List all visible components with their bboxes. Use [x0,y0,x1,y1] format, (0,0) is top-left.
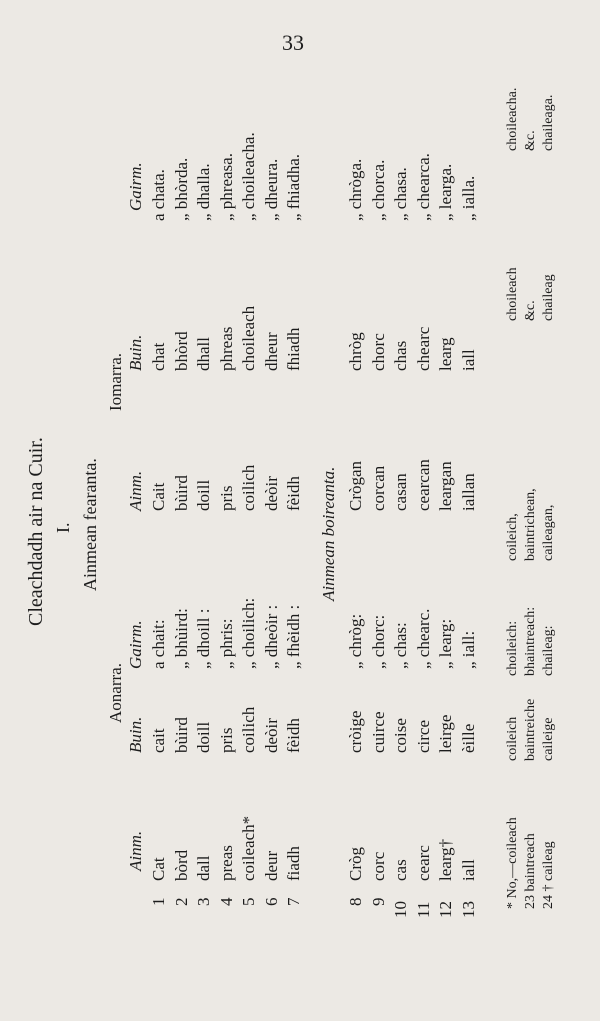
fem_rows-cell-gairm: „ learg: [436,618,455,669]
feminine-heading: Ainmean boireanta. [319,466,338,601]
footnote-cell-label: * No,—coileach [505,817,520,909]
fem_rows-cell-ainm: corc [368,851,388,881]
masc_rows-cell-n: 1 [149,897,168,906]
fem_rows-cell-buin2: chas [391,340,410,371]
footnote-cell-c4: chaileag [541,274,556,321]
fem_rows-cell-gairm2: „ ialla. [458,175,478,221]
masc_rows-cell-n: 6 [261,897,281,906]
masc_rows-cell-buin: deòir [261,718,281,753]
masc_rows-cell-gairm2: „ dheura. [261,158,281,221]
fem_rows-cell-gairm2: „ chròga. [346,158,365,221]
masc_rows-cell-buin2: fhiadh [284,327,303,371]
masc_rows-cell-gairm: „ dhoill : [194,608,213,669]
masc_rows-cell-buin2: bhòrd [171,331,191,371]
footnote-cell-c3: baintrichean, [523,488,538,561]
fem_rows-cell-buin: cròige [346,710,365,753]
footnote-cell-c5: choileacha. [505,87,520,151]
fem_rows-cell-ainm2: Crògan [346,460,365,511]
fem_rows-cell-gairm2: „ chasa. [391,167,410,221]
fem_rows-cell-buin2: learg [436,337,455,371]
masc_rows-cell-buin: fèidh [284,718,303,753]
masc_rows-cell-n: 3 [194,897,213,906]
masc_rows-cell-buin: cait [149,728,168,753]
fem_rows-cell-n: 11 [413,901,433,918]
masc_rows-cell-ainm: deur [261,850,281,881]
masc_rows-cell-ainm: dall [194,855,213,881]
fem_rows-cell-n: 9 [368,897,388,906]
masc_rows-cell-ainm: bòrd [171,849,191,881]
masc_rows-cell-ainm2: bùird [171,475,191,511]
masc_rows-cell-gairm2: „ dhalla. [194,163,213,221]
masc_rows-cell-buin: bùird [171,717,191,753]
header-ainm2: Ainm. [126,470,145,511]
masc_rows-cell-buin2: phreas [216,326,236,371]
footnote-cell-c3: coileich, [505,513,520,561]
masc_rows-cell-ainm: preas [216,845,236,881]
group-plural: Iomarra. [106,352,125,411]
fem_rows-cell-ainm2: iallan [458,473,478,511]
masc_rows-cell-buin2: chat [149,342,168,371]
fem_rows-cell-gairm: „ chorc: [368,614,388,669]
masc_rows-cell-gairm2: „ phreasa. [216,153,236,221]
group-singular: Aonarra. [106,663,125,723]
masc_rows-cell-n: 7 [284,897,303,906]
masc_rows-cell-gairm2: „ bhòrda. [171,157,191,221]
section-number: I. [53,522,73,533]
fem_rows-cell-buin: èille [458,723,478,753]
footnote-cell-c5: &c. [523,130,538,151]
fem_rows-cell-n: 12 [436,901,455,918]
header-buin2: Buin. [126,334,145,371]
fem_rows-cell-ainm: cas [391,859,410,881]
fem_rows-cell-gairm: „ chearc. [413,608,433,669]
footnote-cell-c1: baintreiche [523,698,538,761]
section-title: Ainmean fearanta. [80,458,100,591]
masc_rows-cell-gairm: „ fhèidh : [284,604,303,669]
footnote-cell-c2: choileich: [505,620,520,676]
footnote-cell-label: 23 baintreach [523,833,538,909]
page-title: Cleachdadh air na Cuir. [25,437,47,626]
footnote-cell-c4: choileach [505,267,520,321]
fem_rows-cell-buin: coise [391,718,410,753]
fem_rows-cell-gairm: „ iall: [458,630,478,669]
footnote-cell-c5: chaileaga. [541,94,556,151]
fem_rows-cell-ainm2: leargan [436,461,455,511]
footnote-cell-label: 24 † caileag [541,841,556,909]
fem_rows-cell-ainm2: cearcan [413,459,433,511]
masc_rows-cell-gairm: „ phris: [216,618,236,669]
masc_rows-cell-buin: pris [216,727,236,753]
masc_rows-cell-buin2: dhall [194,337,213,371]
fem_rows-cell-ainm: cearc [413,845,433,881]
fem_rows-cell-n: 13 [458,901,478,918]
masc_rows-cell-ainm2: coilich [239,464,258,511]
fem_rows-cell-gairm2: „ learga. [436,163,455,221]
fem_rows-cell-gairm2: „ chearca. [413,153,433,221]
fem_rows-cell-gairm: „ chas: [391,622,410,669]
footnote-cell-c3: caileagan, [541,504,556,561]
masc_rows-cell-buin2: choileach [239,305,258,371]
fem_rows-cell-buin: cuirce [368,711,388,753]
header-buin: Buin. [126,716,145,753]
masc_rows-cell-gairm: „ choilich: [239,597,258,669]
masc_rows-cell-ainm: Cat [149,857,168,881]
masc_rows-cell-buin: doill [194,721,213,753]
fem_rows-cell-ainm2: casan [391,473,410,511]
masc_rows-cell-ainm: coileach* [239,815,258,881]
masc_rows-cell-gairm2: a chata. [149,169,168,221]
masc_rows-cell-gairm: a chait: [149,619,168,669]
masc_rows-cell-ainm2: fèidh [284,476,303,511]
masc_rows-cell-gairm2: „ fhiadha. [284,153,303,221]
fem_rows-cell-n: 10 [391,901,410,918]
masc_rows-cell-ainm2: pris [216,485,236,511]
footnote-cell-c2: chaileag: [541,625,556,676]
fem_rows-cell-ainm: iall [458,859,478,881]
masc_rows-cell-ainm2: doill [194,479,213,511]
footnote-cell-c1: coileich [505,716,520,761]
masc_rows-cell-gairm2: „ choileacha. [239,132,258,221]
masc_rows-cell-n: 4 [216,897,236,906]
page-number: 33 [282,30,304,55]
masc_rows-cell-gairm: „ dheòir : [261,604,281,669]
fem_rows-cell-buin2: chorc [368,333,388,371]
fem_rows-cell-gairm: „ chròg: [346,613,365,669]
masc_rows-cell-ainm2: Cait [149,482,168,511]
header-gairm2: Gairm. [126,162,145,211]
fem_rows-cell-buin2: chearc [413,326,433,371]
fem_rows-cell-buin: leirge [436,714,455,753]
footnote-cell-c4: &c. [523,300,538,321]
fem_rows-cell-buin2: iall [458,349,478,371]
footnote-cell-c1: caileige [541,717,556,761]
fem_rows-cell-ainm: Cròg [346,847,365,881]
fem_rows-cell-buin2: chròg [346,332,365,371]
header-gairm: Gairm. [126,620,145,669]
masc_rows-cell-buin2: dheur [261,332,281,371]
masc_rows-cell-buin: coilich [239,706,258,753]
fem_rows-cell-n: 8 [346,897,365,906]
fem_rows-cell-ainm: learg† [436,838,455,881]
masc_rows-cell-ainm: fiadh [284,846,303,881]
fem_rows-cell-gairm2: „ chorca. [368,159,388,221]
masc_rows-cell-n: 2 [171,897,191,906]
masc_rows-cell-n: 5 [239,897,258,906]
header-ainm: Ainm. [126,830,145,871]
masc_rows-cell-ainm2: deòir [261,476,281,511]
fem_rows-cell-ainm2: corcan [368,465,388,511]
footnote-cell-c2: bhaintreach: [523,606,538,676]
fem_rows-cell-buin: circe [413,719,433,753]
masc_rows-cell-gairm: „ bhùird: [171,608,191,669]
